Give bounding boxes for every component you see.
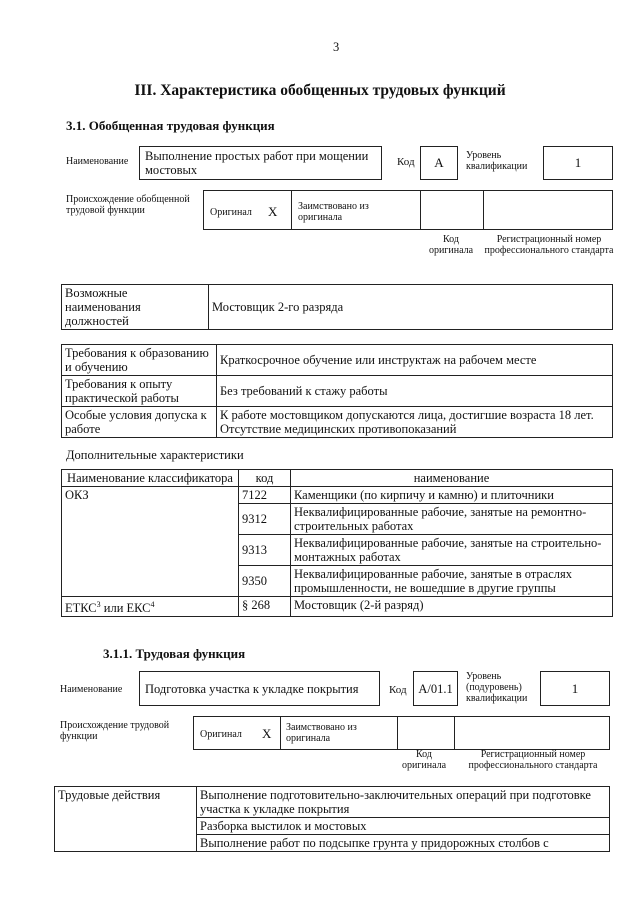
additional-header-row: [62, 470, 613, 487]
origin-divider: [397, 717, 398, 749]
labor-func-name-label: Наименование: [60, 684, 123, 695]
requirement-value: К работе мостовщиком допускаются лица, достигшие возраста 18 лет. Отсутствие медицинских противопоказаний: [217, 407, 613, 438]
header-code: код: [239, 470, 291, 487]
original-label: Оригинал: [200, 729, 242, 740]
action-item: Выполнение работ по подсыпке грунта у придорожных столбов с: [197, 835, 610, 852]
labor-func-code-label: Код: [389, 684, 407, 696]
table-row: [55, 787, 610, 818]
header-name: наименование: [291, 470, 613, 487]
gen-func-code-value: А: [420, 146, 458, 180]
origin-divider: [291, 191, 292, 229]
requirement-row: [62, 407, 613, 438]
okz-name: Неквалифицированные рабочие, занятые в отраслях промышленности, не вошедшие в другие группы: [291, 566, 613, 597]
borrowed-label: Заимствовано из оригинала: [286, 722, 357, 744]
table-row: [62, 597, 613, 617]
positions-table: [61, 284, 613, 330]
requirement-row: [62, 376, 613, 407]
reg-num-caption: Регистрационный номер профессионального стандарта: [468, 749, 598, 771]
orig-code-caption: Код оригинала: [428, 234, 474, 256]
page-number: 3: [333, 40, 340, 54]
gen-func-code-label: Код: [397, 156, 415, 168]
labor-func-origin-box: [193, 716, 610, 750]
borrowed-label: Заимствовано из оригинала: [298, 201, 369, 223]
gen-func-heading: 3.1. Обобщенная трудовая функция: [66, 118, 275, 133]
requirement-label: Требования к опыту практической работы: [62, 376, 217, 407]
original-mark: Х: [262, 726, 272, 741]
gen-func-origin-label: Происхождение обобщенной трудовой функции: [66, 194, 190, 216]
requirement-row: [62, 345, 613, 376]
table-row: [62, 487, 613, 504]
labor-func-origin-label: Происхождение трудовой функции: [60, 720, 170, 742]
etks-label: [62, 597, 239, 617]
actions-table: [54, 786, 610, 852]
requirement-label: Требования к образованию и обучению: [62, 345, 217, 376]
origin-divider: [280, 717, 281, 749]
okz-code: 7122: [239, 487, 291, 504]
gen-func-origin-box: [203, 190, 613, 230]
labor-func-name-value: Подготовка участка к укладке покрытия: [139, 671, 380, 706]
etks-name: Мостовщик (2-й разряд): [291, 597, 613, 617]
labor-func-level-label: Уровень (подуровень) квалификации: [466, 671, 528, 704]
origin-divider: [420, 191, 421, 229]
original-mark: Х: [268, 204, 278, 219]
eks-footnote: 4: [150, 600, 155, 609]
requirement-value: Без требований к стажу работы: [217, 376, 613, 407]
reg-num-caption: Регистрационный номер профессионального стандарта: [484, 234, 614, 256]
header-classifier: Наименование классификатора: [62, 470, 239, 487]
okz-name: Каменщики (по кирпичу и камню) и плиточники: [291, 487, 613, 504]
additional-heading: Дополнительные характеристики: [66, 448, 244, 462]
etks-text: ЕТКС: [65, 601, 97, 616]
requirements-table: [61, 344, 613, 438]
additional-table: [61, 469, 613, 617]
action-item: Выполнение подготовительно-заключительных операций при подготовке участка к укладке покрытия: [197, 787, 610, 818]
requirement-label: Особые условия допуска к работе: [62, 407, 217, 438]
orig-code-caption: Код оригинала: [401, 749, 447, 771]
okz-code: 9350: [239, 566, 291, 597]
okz-code: 9312: [239, 504, 291, 535]
etks-footnote: 3: [96, 600, 101, 609]
origin-divider: [454, 717, 455, 749]
section-title: III. Характеристика обобщенных трудовых функций: [134, 82, 506, 99]
gen-func-level-label: Уровень квалификации: [466, 150, 528, 172]
gen-func-name-label: Наименование: [66, 156, 129, 167]
gen-func-name-value: Выполнение простых работ при мощении мостовых: [139, 146, 382, 180]
original-label: Оригинал: [210, 207, 252, 218]
gen-func-level-value: 1: [543, 146, 613, 180]
okz-code: 9313: [239, 535, 291, 566]
okz-name: Неквалифицированные рабочие, занятые на ремонтно-строительных работах: [291, 504, 613, 535]
origin-divider: [483, 191, 484, 229]
labor-func-heading: 3.1.1. Трудовая функция: [103, 646, 246, 661]
labor-func-code-value: А/01.1: [413, 671, 458, 706]
actions-label: Трудовые действия: [55, 787, 197, 852]
positions-label: Возможные наименования должностей: [62, 285, 209, 330]
action-item: Разборка выстилок и мостовых: [197, 818, 610, 835]
okz-label: ОКЗ: [62, 487, 239, 597]
positions-value: Мостовщик 2-го разряда: [209, 285, 613, 330]
etks-mid: или ЕКС: [100, 601, 151, 616]
etks-code: § 268: [239, 597, 291, 617]
requirement-value: Краткосрочное обучение или инструктаж на рабочем месте: [217, 345, 613, 376]
labor-func-level-value: 1: [540, 671, 610, 706]
okz-name: Неквалифицированные рабочие, занятые на строительно-монтажных работах: [291, 535, 613, 566]
